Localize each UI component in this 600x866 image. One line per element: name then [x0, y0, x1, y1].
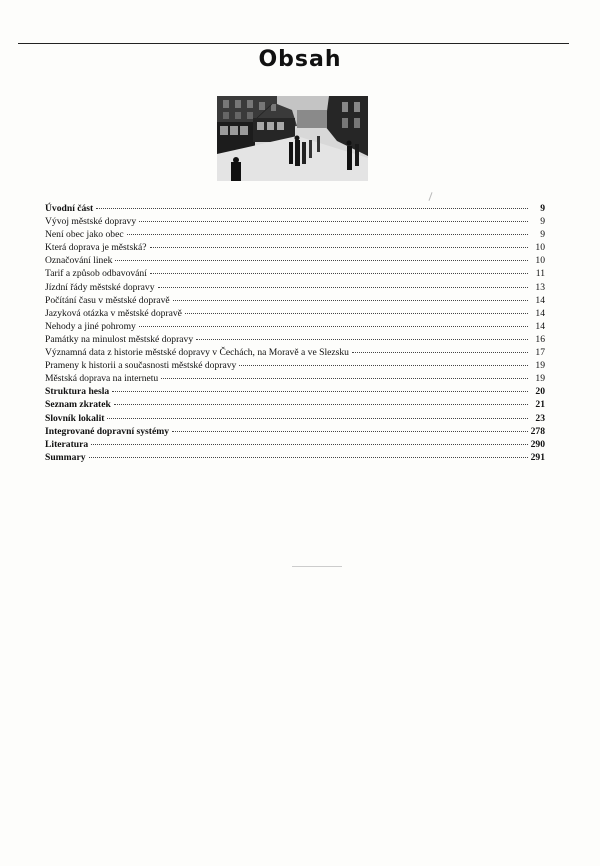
toc-entry-label: Literatura — [45, 438, 89, 450]
toc-entry-label: Označování linek — [45, 255, 113, 267]
toc-leader-dots — [127, 233, 528, 235]
toc-leader-dots — [89, 456, 528, 458]
toc-entry — [45, 398, 545, 411]
toc-entry — [45, 359, 545, 372]
toc-entry — [45, 425, 545, 438]
toc-leader-dots — [139, 325, 528, 327]
toc-entry-page-number: 9 — [540, 216, 545, 228]
page-title: Obsah — [258, 47, 342, 72]
toc-entry — [45, 294, 545, 307]
toc-entry — [45, 451, 545, 464]
toc-leader-dots — [185, 312, 528, 314]
toc-entry — [45, 267, 545, 280]
toc-leader-dots — [107, 417, 528, 419]
toc-entry-label: Struktura hesla — [45, 386, 110, 398]
top-rule — [18, 43, 569, 44]
toc-entry-label: Prameny k historii a současnosti městské dopravy — [45, 360, 237, 372]
toc-entry — [45, 202, 545, 215]
toc-entry — [45, 241, 545, 254]
toc-entry — [45, 372, 545, 385]
toc-entry-page-number: 10 — [535, 242, 545, 254]
toc-entry-page-number: 14 — [535, 307, 545, 319]
toc-entry-page-number: 21 — [535, 399, 545, 411]
paper-speck — [292, 566, 342, 567]
toc-entry-page-number: 291 — [530, 451, 545, 463]
table-of-contents — [45, 202, 545, 464]
toc-leader-dots — [112, 390, 528, 392]
toc-entry-page-number: 19 — [535, 373, 545, 385]
toc-entry — [45, 307, 545, 320]
toc-entry-label: Počítání času v městské dopravě — [45, 294, 170, 306]
historic-tram-street-photo — [217, 96, 368, 181]
toc-entry-page-number: 19 — [535, 360, 545, 372]
toc-leader-dots — [139, 220, 528, 222]
toc-entry — [45, 412, 545, 425]
toc-entry-page-number: 14 — [535, 294, 545, 306]
toc-entry-label: Úvodní část — [45, 203, 94, 214]
toc-entry-page-number: 16 — [535, 333, 545, 345]
toc-entry-label: Summary — [45, 451, 86, 463]
toc-entry-page-number: 278 — [530, 425, 545, 437]
toc-entry-label: Památky na minulost městské dopravy — [45, 333, 194, 345]
toc-entry-page-number: 20 — [535, 386, 545, 398]
toc-entry — [45, 281, 545, 294]
toc-entry-page-number: 9 — [540, 229, 545, 241]
toc-entry-page-number: 14 — [535, 320, 545, 332]
toc-entry-label: Tarif a způsob odbavování — [45, 268, 147, 280]
toc-entry-page-number: 17 — [535, 347, 545, 359]
toc-entry-label: Není obec jako obec — [45, 229, 124, 241]
toc-entry — [45, 333, 545, 346]
toc-entry-page-number: 290 — [530, 438, 545, 450]
toc-entry-label: Seznam zkratek — [45, 399, 111, 411]
toc-entry-label: Významná data z historie městské dopravy v Čechách, na Moravě a ve Slezsku — [45, 347, 349, 359]
toc-entry — [45, 215, 545, 228]
toc-entry-label: Jazyková otázka v městské dopravě — [45, 307, 182, 319]
toc-leader-dots — [150, 246, 529, 248]
toc-entry — [45, 438, 545, 451]
toc-entry-label: Která doprava je městská? — [45, 242, 147, 254]
toc-leader-dots — [172, 430, 528, 432]
toc-leader-dots — [91, 443, 527, 445]
toc-leader-dots — [173, 299, 528, 301]
toc-entry-label: Jízdní řády městské dopravy — [45, 281, 155, 293]
toc-entry-page-number: 13 — [535, 281, 545, 293]
toc-leader-dots — [96, 207, 528, 209]
toc-entry-page-number: 11 — [535, 268, 545, 280]
toc-entry-page-number: 23 — [535, 412, 545, 424]
toc-leader-dots — [150, 272, 528, 274]
toc-leader-dots — [239, 364, 528, 366]
toc-leader-dots — [352, 351, 528, 353]
toc-entry-label: Městská doprava na internetu — [45, 373, 159, 385]
toc-entry — [45, 254, 545, 267]
toc-entry-page-number: 10 — [535, 255, 545, 267]
toc-leader-dots — [196, 338, 528, 340]
toc-leader-dots — [115, 259, 528, 261]
toc-entry — [45, 320, 545, 333]
toc-entry-page-number: 9 — [540, 203, 545, 214]
toc-entry-label: Integrované dopravní systémy — [45, 425, 170, 437]
toc-entry — [45, 228, 545, 241]
toc-leader-dots — [114, 403, 528, 405]
toc-entry-label: Slovník lokalit — [45, 412, 105, 424]
paper-speck — [428, 192, 432, 201]
toc-entry — [45, 385, 545, 398]
toc-entry-label: Vývoj městské dopravy — [45, 216, 137, 228]
toc-entry — [45, 346, 545, 359]
toc-entry-label: Nehody a jiné pohromy — [45, 320, 136, 332]
toc-leader-dots — [158, 286, 528, 288]
toc-leader-dots — [161, 377, 528, 379]
